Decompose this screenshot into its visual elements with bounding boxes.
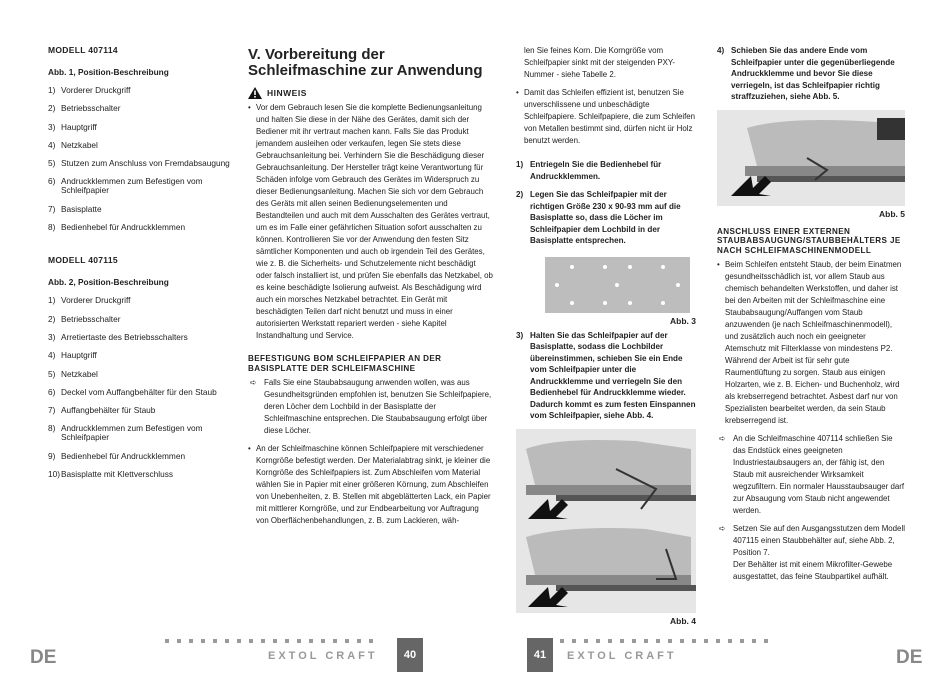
parts-list-item: 5) Stutzen zum Anschluss von Fremdabsaugung bbox=[48, 158, 230, 169]
parts-list bbox=[48, 296, 238, 479]
brand-logo: EXTOL CRAFT bbox=[567, 650, 677, 662]
arrow-paragraph: ➪ Falls Sie eine Staubabsaugung anwenden wollen, was aus Gesundheitsgründen empfohlen ist, benutzen Sie Schleifpapiere, deren Löcher dem Lochbild in der Basisplatte der Schleifmaschine entsprechen. Die Staubabsaugung erfolgt über diese Löcher. bbox=[248, 377, 493, 437]
figure-caption: Abb. 1, Position-Beschreibung bbox=[48, 67, 169, 77]
parts-list-item: 2) Betriebsschalter bbox=[48, 103, 121, 114]
parts-list-item: 3) Arretiertaste des Betriebsschalters bbox=[48, 331, 188, 342]
section-title: V. Vorbereitung der Schleifmaschine zur Anwendung bbox=[248, 46, 483, 79]
parts-list-item: 10) Basisplatte mit Klettverschluss bbox=[48, 469, 174, 480]
sandpaper-holes-image bbox=[545, 257, 690, 313]
parts-list-item: 9) Bedienhebel für Andruckklemmen bbox=[48, 450, 186, 461]
figure-caption: Abb. 3 bbox=[670, 315, 696, 326]
sander-image bbox=[516, 429, 696, 613]
step-item: 4) Schieben Sie das andere Ende vom Schleifpapier unter die gegenüberliegende Andruckklemme und bevor Sie diese verriegeln, ist das Schleifpapier richtig straffzuziehen, siehe Abb. 5. bbox=[717, 46, 895, 101]
parts-list-column bbox=[48, 45, 238, 488]
parts-list-item: 2) Betriebsschalter bbox=[48, 313, 121, 324]
parts-list-item: 6) Deckel vom Auffangbehälter für den Staub bbox=[48, 386, 217, 397]
continued-paragraph: len Sie feines Korn. Die Korngröße vom Schleifpapier sinkt mit der steigenden PXY-Nummer - siehe Tabelle 2. bbox=[524, 46, 676, 79]
subheading: BEFESTIGUNG BOM SCHLEIFPAPIER AN DER BASISPLATTE DER SCHLEIFMASCHINE bbox=[248, 354, 442, 373]
step-item: 1) Entriegeln Sie die Bedienhebel für Andruckklemmen. bbox=[516, 160, 662, 181]
parts-list-item: 4) Netzkabel bbox=[48, 139, 98, 150]
footer-dots bbox=[560, 639, 768, 645]
parts-list-item: 5) Netzkabel bbox=[48, 368, 98, 379]
warning-label: HINWEIS bbox=[267, 88, 307, 98]
sandpaper-figure bbox=[545, 257, 690, 313]
parts-list-item: 8) Bedienhebel für Andruckklemmen bbox=[48, 222, 186, 233]
page-footer bbox=[0, 636, 950, 673]
step-item: 2) Legen Sie das Schleifpapier mit der richtigen Größe 230 x 90-93 mm auf die Basisplatte so, dass die Löcher im Schleifpapier dem Lochbild in der Basisplatte entsprechen. bbox=[516, 190, 681, 245]
sander-clamp-figure bbox=[516, 429, 696, 613]
language-marker: DE bbox=[896, 647, 923, 668]
model-heading: MODELL 407114 bbox=[48, 45, 118, 55]
language-marker: DE bbox=[30, 647, 57, 668]
figure-caption: Abb. 2, Position-Beschreibung bbox=[48, 277, 169, 288]
model-heading: MODELL 407115 bbox=[48, 255, 118, 266]
parts-list-item: 6) Andruckklemmen zum Befestigen vom Schleifpapier bbox=[48, 176, 203, 196]
parts-list-item: 1) Vorderer Druckgriff bbox=[48, 85, 131, 95]
step-item: 3) Halten Sie das Schleifpapier auf der Basisplatte, sodass die Lochbilder übereinstimmen, schieben Sie ein Ende vom Schleifpapier unter die Andruckklemme und verriegeln Sie den Bedienhebel für Andruckklemme wieder. Dadurch kommt es zum festen Einspannen vom Schleifpapier, siehe Abb. 4. bbox=[516, 330, 696, 420]
paragraph: Der Behälter ist mit einem Mikrofilter-Gewebe ausgestattet, das feine Staubpartikel aufhält. bbox=[733, 560, 893, 581]
steps-column bbox=[516, 45, 696, 630]
footer-dots bbox=[165, 639, 373, 645]
warning-header bbox=[248, 87, 493, 99]
subheading: ANSCHLUSS EINER EXTERNEN STAUBABSAUGUNG/STAUBBEHÄLTERS JE NACH SCHLEIFMASCHINENMODELL bbox=[717, 226, 901, 255]
parts-list-item: 7) Auffangbehälter für Staub bbox=[48, 405, 156, 416]
parts-list-item: 3) Hauptgriff bbox=[48, 121, 97, 132]
page-number: 41 bbox=[527, 638, 553, 672]
arrow-paragraph: ➪ Setzen Sie auf den Ausgangsstutzen dem Modell 407115 einen Staubbehälter auf, siehe Abb. 2, Position 7. bbox=[717, 523, 905, 559]
dust-extraction-column bbox=[717, 45, 905, 589]
parts-list-item: 7) Basisplatte bbox=[48, 203, 102, 214]
preparation-column bbox=[248, 45, 493, 533]
arrow-paragraph: ➪ An die Schleifmaschine 407114 schließen Sie das Endstück eines geeigneten Industriestaubsaugers an, der fähig ist, den Staub mit ausreichender Wirksamkeit wegzufiltern. Ein normaler Hausstaubsauger darf zur Absaugung vom Staub nicht angewendet werden. bbox=[717, 433, 905, 517]
figure-caption: Abb. 4 bbox=[670, 615, 696, 626]
parts-list-item: 4) Hauptgriff bbox=[48, 350, 97, 361]
warning-text: • Vor dem Gebrauch lesen Sie die komplette Bedienungsanleitung und halten Sie diese in der Nähe des Gerätes, damit sich der Bediener mit ihr vertraut machen kann. Falls Sie das Produkt jemandem ausleihen oder verkaufen, legen Sie stets diese Gebrauchsanleitung bei. Verhindern Sie die Beschädigung dieser Gebrauchsanleitung. Der Hersteller trägt keine Verantwortung für Schäden infolge vom Gebrauch des Gerätes im Widerspruch zu dieser Bedienungsanleitung. Machen Sie sich vor dem Gebrauch des Geräts mit allen seinen Bedienungselementen und Bestandteilen und auch mit dem Ausschalten des Gerätes vertraut, um es im Falle einer gefährlichen Situation sofort ausschalten zu können. Kontrollieren Sie vor der Anwendung den festen Sitz sämtlicher Komponenten und auch ob irgendein Teil des Gerätes, wie z. B. die Sicherheits- und Schutzelemente nicht beschädigt oder falsch installiert ist, und prüfen Sie ebenfalls das Netzkabel, ob es keine beschädigte Isolierung aufweist. Als Beschädigung wird auch ein morsches Netzkabel betrachtet. Ein Gerät mit beschädigten Teilen darf nicht benutzt und muss in einer autorisierten Werkstatt repariert werden - siehe Kapitel Instandhaltung und Service. bbox=[248, 102, 493, 342]
page-number: 40 bbox=[397, 638, 423, 672]
sander-clamp-figure bbox=[717, 110, 905, 206]
bullet-paragraph: • Beim Schleifen entsteht Staub, der beim Einatmen gesundheitsschädlich ist, vor allem Staub aus chemisch behandelten Werkstoffen, und daher ist bei den Arbeiten mit der Schleifmaschine eine Staubabsaugung/Auffangen vom Staub anzuwenden (je nach Schleifmaschinenmodell), und zusätzlich auch noch ein geeigneter Atemschutz mit Filterklasse von mindestens P2. Während der Arbeit ist für sehr gute Raumentlüftung zu sorgen. Staub aus einigen Holzarten, wie z. B. Eichen- und Buchenholz, wird als krebserregend betrachtet. Asbest darf nur von Spezialisten bearbeitet werden, da sein Staub krebserregend ist. bbox=[717, 259, 905, 427]
parts-list bbox=[48, 86, 238, 232]
sander-image bbox=[717, 110, 905, 206]
warning-icon bbox=[248, 87, 262, 99]
bullet-paragraph: • An der Schleifmaschine können Schleifpapiere mit verschiedener Korngröße befestigt werden. Der Materialabtrag sinkt, je kleiner die Korngröße des Schleifpapiers ist. Zum Abschleifen vom Material wählen Sie in Papier mit einer größeren Körnung, zum Abschleifen von Unebenheiten, z. B. Stellen mit abgeblätterten Lack, ein Papier mit mittlerer Korngröße, und zur Endbearbeitung vor Auftragung von Oberflächenbehandlungen, z. B. zum Lackieren, wäh- bbox=[248, 443, 493, 527]
figure-caption: Abb. 5 bbox=[879, 208, 905, 219]
parts-list-item: 8) Andruckklemmen zum Befestigen vom Schleifpapier bbox=[48, 423, 203, 443]
brand-logo: EXTOL CRAFT bbox=[268, 650, 378, 662]
bullet-paragraph: • Damit das Schleifen effizient ist, benutzen Sie unverschlissene und unbeschädigte Schleifpapiere. Schleifpapiere, die zum Schleifen von Metallen bestimmt sind, dürfen nicht ür Holz benutzt werden. bbox=[516, 87, 696, 147]
parts-list-item: 1) Vorderer Druckgriff bbox=[48, 295, 131, 306]
